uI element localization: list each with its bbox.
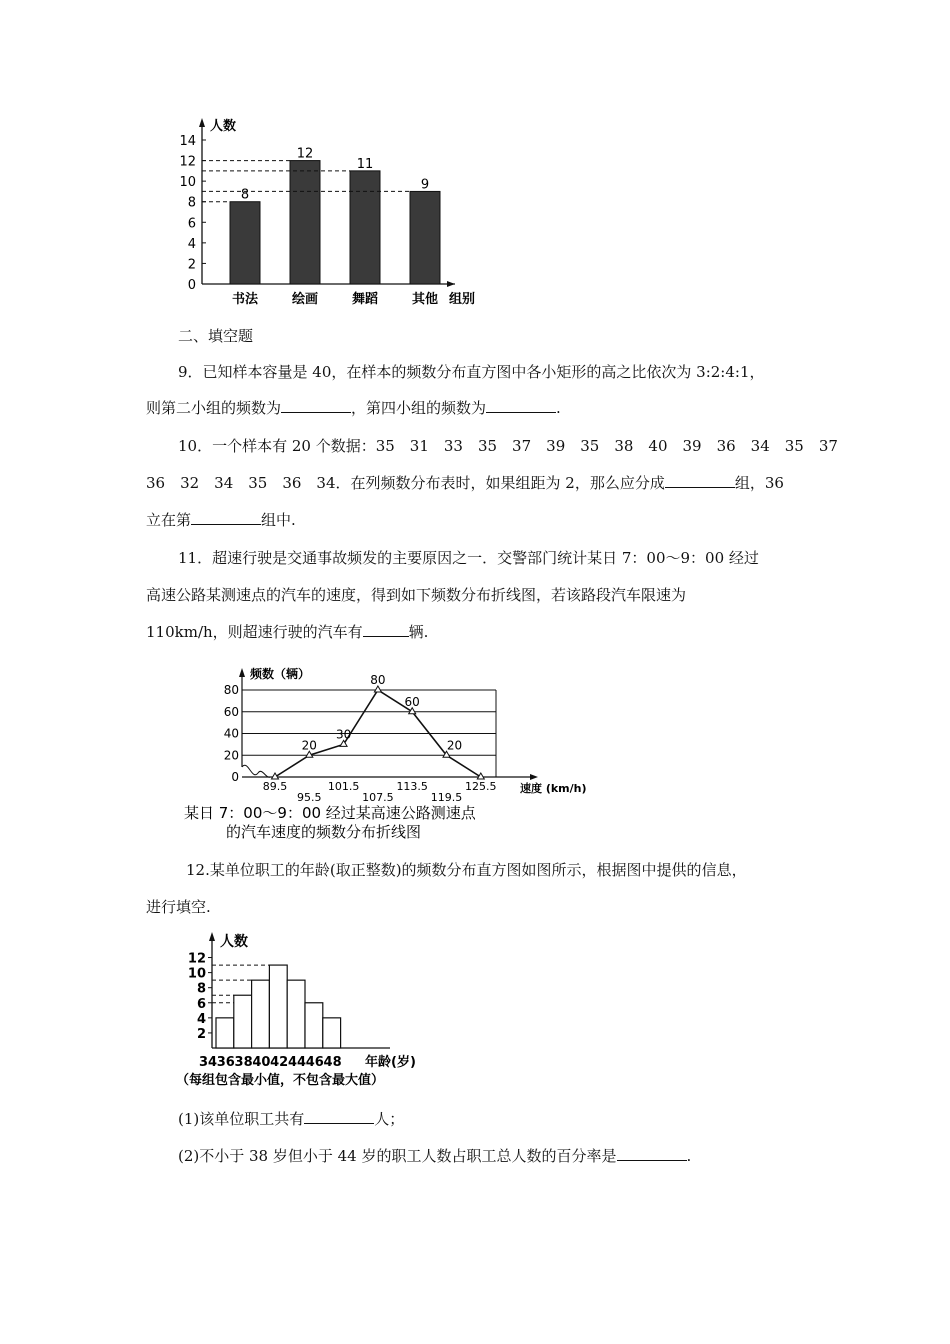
q12-sub2-text-b: .: [686, 1147, 692, 1165]
q10-text-c: 立在第: [146, 511, 192, 529]
bar-data-label: 12: [296, 146, 314, 162]
q10-text-a: 36 32 34 35 36 34．在列频数分布表时，如果组距为 2，那么应分成: [146, 474, 665, 492]
q12-line2: 进行填空.: [146, 898, 211, 916]
x-axis-label: 年龄(岁): [365, 1055, 416, 1070]
q11-blank[interactable]: [363, 622, 409, 637]
q9-text-b: ，第四小组的频数为: [351, 399, 487, 417]
point-data-label: 60: [404, 694, 420, 709]
q9-blank-2[interactable]: [486, 398, 556, 413]
q11-text-a: 110km/h，则超速行驶的汽车有: [146, 623, 363, 641]
q12-line1: 12.某单位职工的年龄(取正整数)的频数分布直方图如图所示，根据图中提供的信息，: [186, 861, 747, 879]
y-tick-label: 0: [231, 770, 239, 784]
q12-blank-1[interactable]: [304, 1109, 374, 1124]
q11-line1: 11．超速行驶是交通事故频发的主要原因之一．交警部门统计某日 7：00～9：00 经过: [178, 549, 759, 567]
q12-sub2: [178, 1146, 691, 1166]
q10-blank-1[interactable]: [665, 473, 735, 488]
y-axis-arrow: [239, 668, 245, 677]
q12-sub1-text-b: 人；: [374, 1110, 405, 1128]
y-tick-label: 6: [196, 996, 206, 1012]
age-histogram: [170, 928, 450, 1098]
q9-line1: 9．已知样本容量是 40，在样本的频数分布直方图中各小矩形的高之比依次为 3:2:4:1，: [178, 363, 765, 381]
point-data-label: 20: [301, 738, 317, 753]
x-axis-arrow: [530, 774, 538, 780]
histogram-bar: [252, 980, 270, 1048]
q11-line3: [146, 622, 428, 642]
q12-blank-2[interactable]: [617, 1146, 687, 1161]
bar: [410, 191, 440, 284]
histogram-note: （每组包含最小值，不包含最大值）: [176, 1073, 385, 1088]
y-tick-label: 14: [179, 134, 196, 149]
y-tick-label: 6: [187, 216, 196, 232]
x-tick-label: 119.5: [430, 791, 463, 804]
x-tick-label: 125.5: [465, 780, 497, 793]
y-tick-label: 4: [196, 1011, 206, 1027]
y-axis-label: 频数（辆）: [250, 667, 311, 681]
histogram-bar: [269, 965, 287, 1048]
histogram-bar: [216, 1018, 234, 1048]
y-tick-label: 4: [187, 236, 196, 252]
q12-sub1-text-a: (1)该单位职工共有: [178, 1110, 305, 1128]
point-data-label: 80: [370, 673, 386, 687]
x-tick-label: 101.5: [327, 780, 360, 793]
histogram-bar: [305, 1003, 323, 1048]
chart-caption-line1: 某日 7：00～9：00 经过某高速公路测速点: [184, 804, 476, 822]
q9-text-c: .: [556, 399, 561, 417]
q9-line2: [146, 398, 561, 418]
y-tick-label: 2: [187, 257, 196, 273]
y-tick-label: 80: [223, 683, 239, 697]
x-axis-arrow: [447, 281, 455, 287]
chart-caption-line2: 的汽车速度的频数分布折线图: [226, 823, 422, 840]
y-tick-label: 60: [223, 704, 239, 719]
category-label: 书法: [231, 292, 259, 307]
y-axis-arrow: [209, 932, 215, 941]
q10-line2: [146, 473, 784, 493]
q11-text-b: 辆.: [408, 623, 429, 641]
q10-blank-2[interactable]: [191, 510, 261, 525]
bar: [290, 161, 320, 284]
x-tick-label: 42: [270, 1055, 289, 1070]
histogram-bar: [323, 1018, 341, 1048]
q10-text-b: 组，36: [734, 474, 784, 492]
q10-text-d: 组中.: [261, 511, 296, 529]
x-tick-label: 34: [198, 1055, 218, 1070]
point-data-label: 30: [335, 727, 352, 742]
x-tick-label: 95.5: [297, 791, 322, 804]
x-tick-label: 89.5: [262, 780, 288, 793]
y-tick-label: 40: [223, 726, 239, 741]
x-axis-label: 组别: [449, 292, 476, 307]
x-tick-label: 38: [234, 1055, 253, 1070]
category-label: 绘画: [291, 292, 319, 307]
q10-line3: [146, 510, 296, 530]
axis-break-mark: [242, 765, 270, 777]
bar-data-label: 8: [240, 187, 250, 203]
bar: [350, 171, 380, 284]
x-tick-label: 36: [216, 1055, 235, 1070]
y-tick-label: 12: [187, 951, 206, 967]
category-label: 其他: [411, 292, 439, 307]
category-label: 舞蹈: [351, 292, 379, 307]
histogram-bar: [287, 980, 305, 1048]
x-tick-label: 113.5: [396, 780, 428, 793]
q9-text-a: 则第二小组的频数为: [146, 399, 282, 417]
y-axis-arrow: [199, 118, 205, 127]
x-tick-label: 48: [323, 1055, 342, 1070]
bar: [230, 202, 260, 284]
x-tick-label: 44: [287, 1055, 307, 1070]
q9-blank-1[interactable]: [281, 398, 351, 413]
x-tick-label: 107.5: [362, 791, 394, 804]
y-tick-label: 8: [187, 195, 196, 211]
y-tick-label: 20: [223, 748, 239, 763]
group-bar-chart: [160, 110, 500, 315]
y-tick-label: 0: [187, 278, 196, 293]
y-tick-label: 8: [196, 981, 206, 997]
q11-line2: 高速公路某测速点的汽车的速度，得到如下频数分布折线图，若该路段汽车限速为: [146, 586, 687, 604]
x-tick-label: 40: [252, 1055, 271, 1070]
x-axis-label: 速度 (km/h): [520, 782, 587, 795]
q12-sub1: [178, 1109, 404, 1129]
y-tick-label: 10: [187, 966, 206, 982]
point-data-label: 20: [446, 738, 463, 753]
bar-data-label: 9: [420, 177, 430, 193]
section-title: 二、填空题: [178, 327, 254, 345]
y-tick-label: 10: [179, 175, 196, 191]
histogram-bar: [234, 995, 252, 1048]
q10-line1: 10．一个样本有 20 个数据：35 31 33 35 37 39 35 38 40 39 36 34 35 37: [178, 437, 838, 455]
q12-sub2-text-a: (2)不小于 38 岁但小于 44 岁的职工人数占职工总人数的百分率是: [178, 1147, 617, 1165]
y-tick-label: 12: [179, 154, 196, 170]
speed-line-chart: [180, 660, 600, 840]
y-tick-label: 2: [196, 1026, 206, 1042]
x-tick-label: 46: [305, 1055, 324, 1070]
bar-data-label: 11: [356, 156, 374, 172]
y-axis-label: 人数: [210, 119, 237, 134]
y-axis-label: 人数: [220, 934, 248, 950]
